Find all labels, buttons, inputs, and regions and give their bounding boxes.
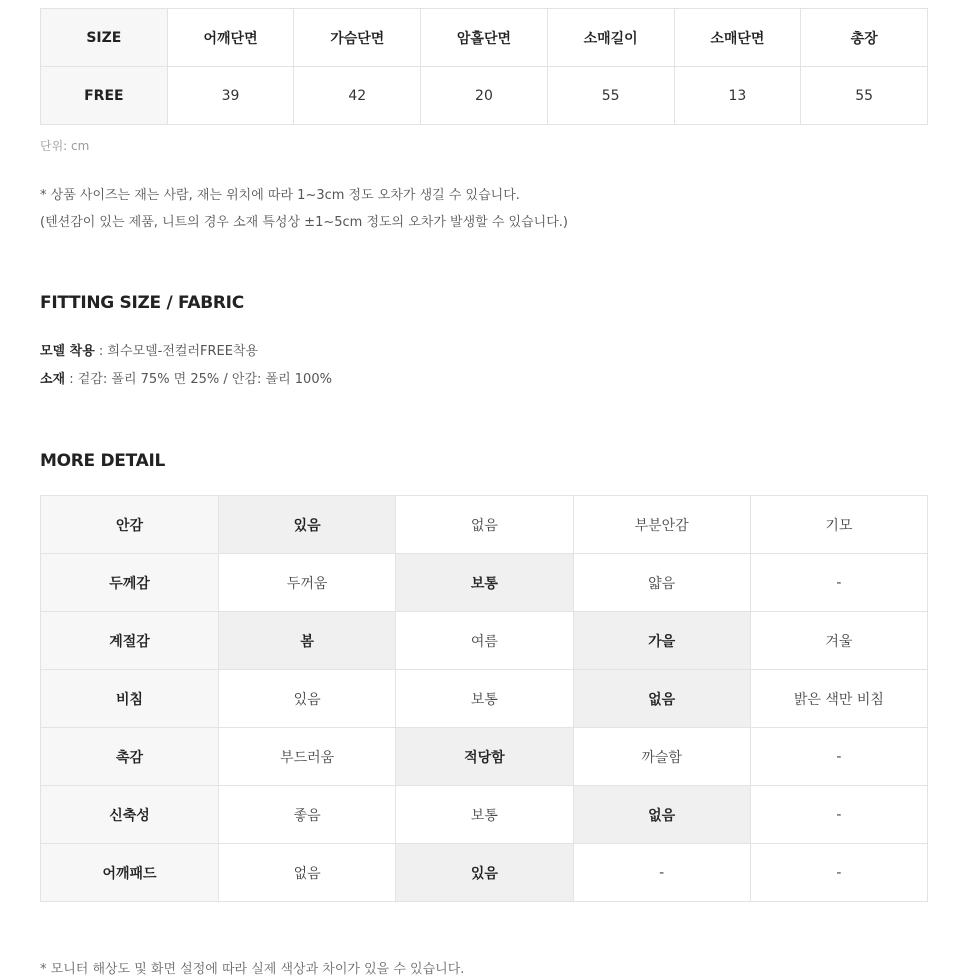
detail-row-label: 어깨패드: [41, 844, 219, 902]
detail-option-selected: 가을: [573, 612, 750, 670]
detail-option-selected: 있음: [396, 844, 573, 902]
size-table-header-row: [41, 9, 928, 67]
detail-row: [41, 496, 928, 554]
detail-option: 여름: [396, 612, 573, 670]
detail-option: -: [750, 728, 927, 786]
size-value-cell: 55: [547, 67, 674, 125]
detail-option: 없음: [396, 496, 573, 554]
size-table: [40, 8, 928, 125]
size-value-cell: 13: [674, 67, 801, 125]
detail-table: [40, 495, 928, 902]
detail-option: 있음: [219, 670, 396, 728]
detail-row: [41, 844, 928, 902]
detail-option: 얇음: [573, 554, 750, 612]
detail-option: -: [750, 786, 927, 844]
detail-option: -: [573, 844, 750, 902]
detail-row-label: 두께감: [41, 554, 219, 612]
detail-row: [41, 728, 928, 786]
model-label: 모델 착용: [40, 344, 95, 359]
size-note-tension: (텐션감이 있는 제품, 니트의 경우 소재 특성상 ±1~5cm 정도의 오차가 발생할 수 있습니다.): [40, 215, 568, 230]
detail-row: [41, 612, 928, 670]
detail-option: 부분안감: [573, 496, 750, 554]
detail-option: 겨울: [750, 612, 927, 670]
fabric-label: 소재: [40, 372, 66, 387]
size-value-cell: 55: [801, 67, 928, 125]
detail-option: -: [750, 844, 927, 902]
size-header-cell: 암홀단면: [421, 9, 548, 67]
size-header-cell: SIZE: [41, 9, 168, 67]
detail-option: 부드러움: [219, 728, 396, 786]
detail-row-label: 안감: [41, 496, 219, 554]
detail-option: 밝은 색만 비침: [750, 670, 927, 728]
detail-option: 까슬함: [573, 728, 750, 786]
unit-note: 단위: cm: [40, 139, 90, 153]
detail-row-label: 촉감: [41, 728, 219, 786]
fabric-info: [40, 368, 332, 387]
size-note: * 상품 사이즈는 재는 사람, 재는 위치에 따라 1~3cm 정도 오차가 생길 수 있습니다.: [40, 188, 520, 203]
fabric-value: : 겉감: 폴리 75% 면 25% / 안감: 폴리 100%: [65, 372, 332, 387]
detail-row-label: 비침: [41, 670, 219, 728]
detail-option-selected: 봄: [219, 612, 396, 670]
footer-note-cutoff: * 모니터 해상도 및 화면 설정에 따라 실제 색상과 차이가 있을 수 있습니다.: [40, 962, 465, 977]
detail-option: -: [750, 554, 927, 612]
model-value: : 희수모델-전컬러FREE착용: [94, 344, 259, 359]
more-detail-title: MORE DETAIL: [40, 451, 166, 471]
size-value-cell: FREE: [41, 67, 168, 125]
detail-row-label: 신축성: [41, 786, 219, 844]
detail-row: [41, 554, 928, 612]
detail-row: [41, 670, 928, 728]
detail-option: 기모: [750, 496, 927, 554]
size-header-cell: 소매길이: [547, 9, 674, 67]
size-header-cell: 어깨단면: [167, 9, 294, 67]
detail-option: 보통: [396, 670, 573, 728]
detail-row-label: 계절감: [41, 612, 219, 670]
detail-option-selected: 보통: [396, 554, 573, 612]
detail-option: 없음: [219, 844, 396, 902]
size-value-cell: 42: [294, 67, 421, 125]
detail-option-selected: 없음: [573, 786, 750, 844]
detail-option: 보통: [396, 786, 573, 844]
detail-row: [41, 786, 928, 844]
fitting-section-title: FITTING SIZE / FABRIC: [40, 293, 244, 313]
model-info: [40, 340, 258, 359]
detail-option-selected: 있음: [219, 496, 396, 554]
size-value-cell: 39: [167, 67, 294, 125]
detail-option: 두꺼움: [219, 554, 396, 612]
detail-option: 좋음: [219, 786, 396, 844]
detail-option-selected: 없음: [573, 670, 750, 728]
size-value-cell: 20: [421, 67, 548, 125]
detail-option-selected: 적당함: [396, 728, 573, 786]
size-header-cell: 총장: [801, 9, 928, 67]
size-header-cell: 가슴단면: [294, 9, 421, 67]
size-table-row: [41, 67, 928, 125]
size-header-cell: 소매단면: [674, 9, 801, 67]
